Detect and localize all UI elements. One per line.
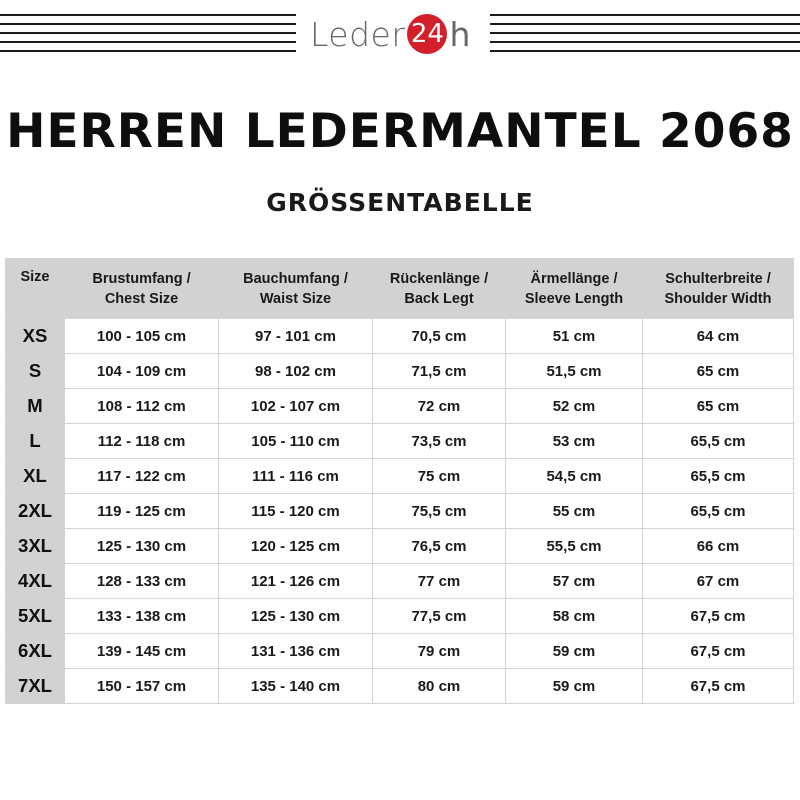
table-cell: 65,5 cm	[643, 494, 794, 529]
table-cell: 98 - 102 cm	[219, 354, 373, 389]
table-cell: 67,5 cm	[643, 599, 794, 634]
size-table	[5, 258, 794, 704]
table-cell: 65,5 cm	[643, 424, 794, 459]
size-label-cell: 5XL	[6, 599, 65, 634]
table-cell: 76,5 cm	[373, 529, 506, 564]
column-header	[373, 259, 506, 319]
table-header-row	[6, 259, 794, 319]
column-header	[506, 259, 643, 319]
decorative-lines-right	[490, 14, 800, 59]
column-header-line2: Waist Size	[259, 290, 332, 307]
table-cell: 150 - 157 cm	[65, 669, 219, 704]
size-label-cell: 2XL	[6, 494, 65, 529]
table-cell: 75,5 cm	[373, 494, 506, 529]
table-cell: 55,5 cm	[506, 529, 643, 564]
size-label-cell: 7XL	[6, 669, 65, 704]
table-row	[6, 424, 794, 459]
size-label-cell: 6XL	[6, 634, 65, 669]
table-cell: 57 cm	[506, 564, 643, 599]
table-cell: 70,5 cm	[373, 319, 506, 354]
table-cell: 52 cm	[506, 389, 643, 424]
table-cell: 111 - 116 cm	[219, 459, 373, 494]
column-header	[219, 259, 373, 319]
column-header-line2: Chest Size	[104, 290, 179, 307]
table-cell: 115 - 120 cm	[219, 494, 373, 529]
table-cell: 135 - 140 cm	[219, 669, 373, 704]
table-row	[6, 669, 794, 704]
column-header-line1: Schulterbreite /	[665, 270, 771, 287]
size-label-cell: XS	[6, 319, 65, 354]
header	[0, 10, 800, 62]
table-cell: 65 cm	[643, 354, 794, 389]
column-header	[643, 259, 794, 319]
table-cell: 55 cm	[506, 494, 643, 529]
column-header-line1: Ärmellänge /	[530, 270, 618, 287]
table-cell: 125 - 130 cm	[219, 599, 373, 634]
size-label-cell: 4XL	[6, 564, 65, 599]
page-subtitle: GRÖSSENTABELLE	[266, 188, 534, 217]
column-header	[6, 259, 65, 319]
table-cell: 53 cm	[506, 424, 643, 459]
table-cell: 73,5 cm	[373, 424, 506, 459]
table-cell: 131 - 136 cm	[219, 634, 373, 669]
table-cell: 121 - 126 cm	[219, 564, 373, 599]
table-cell: 100 - 105 cm	[65, 319, 219, 354]
column-header-line2: Shoulder Width	[664, 290, 772, 307]
table-cell: 108 - 112 cm	[65, 389, 219, 424]
table-cell: 139 - 145 cm	[65, 634, 219, 669]
table-cell: 64 cm	[643, 319, 794, 354]
table-cell: 104 - 109 cm	[65, 354, 219, 389]
size-label-cell: XL	[6, 459, 65, 494]
table-cell: 112 - 118 cm	[65, 424, 219, 459]
table-cell: 51,5 cm	[506, 354, 643, 389]
column-header-line2: Sleeve Length	[524, 290, 624, 307]
leder24h-logo	[310, 10, 480, 58]
table-row	[6, 599, 794, 634]
table-cell: 120 - 125 cm	[219, 529, 373, 564]
table-row	[6, 459, 794, 494]
table-cell: 72 cm	[373, 389, 506, 424]
column-header	[65, 259, 219, 319]
table-row	[6, 494, 794, 529]
table-cell: 117 - 122 cm	[65, 459, 219, 494]
table-cell: 77,5 cm	[373, 599, 506, 634]
table-row	[6, 389, 794, 424]
table-cell: 65 cm	[643, 389, 794, 424]
column-header-line1: Brustumfang /	[92, 270, 191, 287]
table-cell: 65,5 cm	[643, 459, 794, 494]
size-label-cell: M	[6, 389, 65, 424]
column-header-line1: Bauchumfang /	[243, 270, 348, 287]
logo-text-leder: Leder	[310, 14, 406, 54]
page-title: HERREN LEDERMANTEL 2068	[6, 104, 794, 159]
column-header-line2: Back Legt	[404, 290, 474, 307]
table-cell: 58 cm	[506, 599, 643, 634]
table-body	[6, 319, 794, 704]
decorative-lines-left	[0, 14, 296, 59]
logo-circle-24: 24	[407, 14, 447, 54]
table-row	[6, 564, 794, 599]
table-cell: 119 - 125 cm	[65, 494, 219, 529]
table-cell: 67,5 cm	[643, 669, 794, 704]
table-cell: 59 cm	[506, 669, 643, 704]
column-header-line1: Size	[20, 269, 50, 285]
size-label-cell: 3XL	[6, 529, 65, 564]
table-cell: 67 cm	[643, 564, 794, 599]
table-cell: 54,5 cm	[506, 459, 643, 494]
table-cell: 71,5 cm	[373, 354, 506, 389]
table-cell: 105 - 110 cm	[219, 424, 373, 459]
table-row	[6, 354, 794, 389]
size-label-cell: L	[6, 424, 65, 459]
table-cell: 75 cm	[373, 459, 506, 494]
table-cell: 77 cm	[373, 564, 506, 599]
table-cell: 79 cm	[373, 634, 506, 669]
table-cell: 66 cm	[643, 529, 794, 564]
table-cell: 125 - 130 cm	[65, 529, 219, 564]
table-cell: 133 - 138 cm	[65, 599, 219, 634]
size-label-cell: S	[6, 354, 65, 389]
table-cell: 128 - 133 cm	[65, 564, 219, 599]
table-cell: 97 - 101 cm	[219, 319, 373, 354]
table-cell: 67,5 cm	[643, 634, 794, 669]
table-cell: 59 cm	[506, 634, 643, 669]
table-row	[6, 529, 794, 564]
table-cell: 51 cm	[506, 319, 643, 354]
table-cell: 102 - 107 cm	[219, 389, 373, 424]
logo-text-h: h	[449, 14, 471, 54]
table-row	[6, 634, 794, 669]
table-cell: 80 cm	[373, 669, 506, 704]
column-header-line1: Rückenlänge /	[389, 270, 489, 287]
table-row	[6, 319, 794, 354]
